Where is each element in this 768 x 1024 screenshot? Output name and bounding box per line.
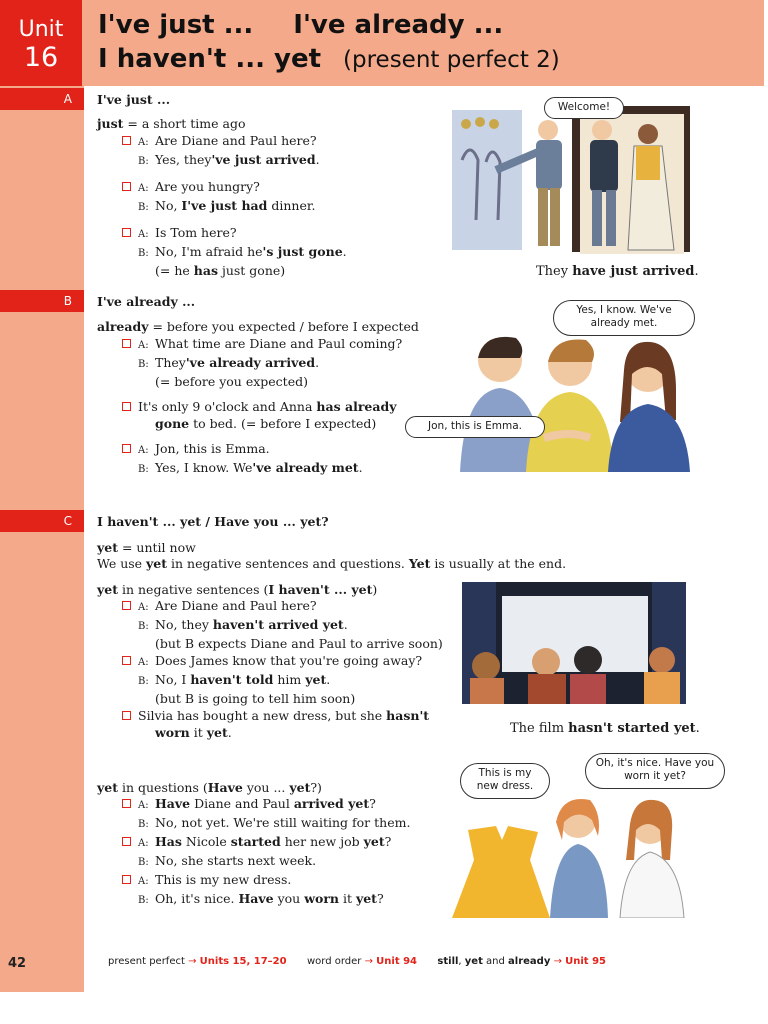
bullet-square-icon: [122, 711, 131, 720]
speaker-label: B:: [138, 819, 149, 830]
text-run: They: [536, 264, 573, 279]
example-line: [122, 243, 347, 262]
ref-arrow-icon: →: [364, 956, 373, 967]
text-run: it: [339, 891, 356, 906]
text-run: yet: [305, 672, 327, 687]
text-run: ?): [310, 780, 322, 795]
section-b-heading: I've already ...: [97, 294, 196, 309]
title-ive-already: I've already ...: [293, 10, 504, 40]
text-run: ?: [376, 891, 384, 906]
text-run: They: [155, 355, 186, 370]
text-run: No, they: [155, 617, 213, 632]
section-b-definition: [97, 318, 419, 335]
text-run: .: [358, 460, 363, 475]
section-c-definition: [97, 539, 196, 556]
text-run: dinner.: [267, 198, 316, 213]
speaker-label: A:: [138, 602, 149, 613]
text-run: yet: [97, 780, 118, 795]
bullet-square-icon: [122, 182, 131, 191]
ref-link-unit-95[interactable]: Unit 95: [565, 956, 606, 967]
example-line: [122, 440, 402, 459]
example-line: [122, 216, 347, 224]
text-run: (= he: [155, 263, 194, 278]
text-run: hasn't started yet: [568, 721, 696, 736]
text-run: in negative sentences (: [118, 582, 269, 597]
bullet-square-icon: [122, 875, 131, 884]
example-line: [122, 795, 410, 814]
text-run: Nicole: [181, 834, 231, 849]
text-run: yet: [206, 725, 228, 740]
text-run: (= before you expected): [155, 374, 308, 389]
unit-label: Unit: [18, 17, 64, 42]
example-line: [122, 635, 443, 652]
cross-references: [108, 956, 606, 967]
text-run: .: [694, 264, 699, 279]
section-b-examples: [122, 335, 402, 478]
section-a-heading: I've just ...: [97, 92, 171, 107]
ref-yet: yet: [464, 956, 483, 967]
text-run: worn: [304, 891, 339, 906]
text-run: Diane and Paul: [190, 796, 294, 811]
example-line: [122, 415, 402, 432]
text-run: 've just arrived: [211, 152, 316, 167]
ref-arrow-icon: →: [553, 956, 562, 967]
text-run: No, not yet. We're still waiting for them.: [155, 815, 411, 830]
example-line: [122, 616, 443, 635]
speaker-label: A:: [138, 445, 149, 456]
text-run: yet: [289, 780, 311, 795]
text-run: just gone): [217, 263, 286, 278]
example-line: [122, 459, 402, 478]
text-run: Have: [155, 796, 191, 811]
text-run: has: [193, 263, 218, 278]
bullet-square-icon: [122, 444, 131, 453]
text-run: = before you expected / before I expected: [148, 319, 419, 334]
example-line: [122, 890, 410, 909]
text-run: = until now: [118, 540, 196, 555]
text-run: Oh, it's nice.: [155, 891, 239, 906]
example-line: [122, 690, 443, 707]
section-tag-a: A: [0, 88, 84, 110]
cinema-illustration: [462, 582, 686, 704]
section-a-examples: [122, 132, 347, 279]
text-run: Silvia has bought a new dress, but she: [138, 708, 387, 723]
speaker-label: A:: [138, 838, 149, 849]
example-line: [122, 390, 402, 398]
section-c-heading: I haven't ... yet / Have you ... yet?: [97, 514, 329, 529]
text-run: No, she starts next week.: [155, 853, 317, 868]
example-line: [122, 652, 443, 671]
ref-word-order: word order: [306, 956, 362, 967]
text-run: What time are Diane and Paul coming?: [155, 336, 403, 351]
text-run: .: [315, 152, 320, 167]
example-line: [122, 178, 347, 197]
text-run: 've already arrived: [185, 355, 316, 370]
page-title-line-2: [98, 44, 560, 75]
text-run: yet: [146, 556, 168, 571]
text-run: yet: [355, 891, 377, 906]
text-run: (but B is going to tell him soon): [155, 691, 356, 706]
bullet-square-icon: [122, 799, 131, 808]
speaker-label: B:: [138, 248, 149, 259]
example-line: [122, 224, 347, 243]
caption-they-have-just-arrived: [536, 264, 699, 279]
speaker-label: B:: [138, 621, 149, 632]
text-run: to bed. (= before I expected): [189, 416, 377, 431]
example-line: [122, 671, 443, 690]
text-run: gone: [155, 416, 190, 431]
text-run: Is Tom here?: [155, 225, 237, 240]
example-line: [122, 398, 402, 415]
text-run: you ...: [242, 780, 290, 795]
text-run: ?: [369, 796, 376, 811]
text-run: .: [326, 672, 331, 687]
new-dress-illustration: [438, 790, 706, 918]
text-run: has already: [316, 399, 397, 414]
text-run: arrived yet: [293, 796, 370, 811]
page-number: 42: [8, 956, 27, 971]
text-run: .: [227, 725, 232, 740]
text-run: her new job: [280, 834, 364, 849]
section-c-negative-examples: [122, 597, 443, 741]
section-c-negative-heading: [97, 581, 377, 598]
unit-badge: [0, 0, 82, 86]
text-run: The film: [510, 721, 569, 736]
title-havent-yet: I haven't ... yet: [98, 44, 322, 74]
already-met-illustration: [440, 330, 696, 472]
text-run: Does James know that you're going away?: [155, 653, 423, 668]
text-run: Jon, this is Emma.: [155, 441, 270, 456]
text-run: No, I: [155, 672, 191, 687]
text-run: Are you hungry?: [155, 179, 260, 194]
caption-film-hasnt-started-yet: [510, 721, 700, 736]
text-run: already: [97, 319, 149, 334]
page-title-line-1: [98, 10, 503, 40]
section-a-definition: [97, 115, 245, 132]
text-run: you: [273, 891, 305, 906]
example-line: [122, 833, 410, 852]
side-margin: [0, 86, 84, 992]
text-run: in negative sentences and questions.: [167, 556, 409, 571]
text-run: yet: [363, 834, 385, 849]
ref-already: already: [508, 956, 551, 967]
welcome-scene-illustration: [452, 100, 694, 258]
bullet-square-icon: [122, 601, 131, 610]
illustration-cinema: [462, 582, 686, 704]
example-line: [122, 170, 347, 178]
text-run: Yes, I know. We: [155, 460, 253, 475]
text-run: yet: [97, 582, 118, 597]
bullet-square-icon: [122, 339, 131, 348]
text-run: ?: [384, 834, 392, 849]
example-line: [122, 197, 347, 216]
ref-still: still: [437, 956, 459, 967]
example-line: [122, 354, 402, 373]
bullet-square-icon: [122, 228, 131, 237]
title-subtitle: (present perfect 2): [343, 47, 560, 73]
text-run: 've already met: [252, 460, 359, 475]
ref-comma: ,: [458, 956, 465, 967]
speaker-label: B:: [138, 202, 149, 213]
title-ive-just: I've just ...: [98, 10, 254, 40]
text-run: Have: [207, 780, 243, 795]
example-line: [122, 262, 347, 279]
text-run: Are Diane and Paul here?: [155, 133, 317, 148]
ref-link-units-15-17-20[interactable]: Units 15, 17–20: [199, 956, 287, 967]
text-run: haven't told: [190, 672, 274, 687]
text-run: it: [189, 725, 207, 740]
text-run: Are Diane and Paul here?: [155, 598, 317, 613]
example-line: [122, 707, 443, 724]
bullet-square-icon: [122, 402, 131, 411]
ref-arrow-icon: →: [188, 956, 197, 967]
example-line: [122, 724, 443, 741]
speech-bubble-its-nice: Oh, it's nice. Have you worn it yet?: [585, 753, 725, 789]
illustration-welcome: [452, 100, 694, 258]
text-run: Have: [238, 891, 274, 906]
speaker-label: A:: [138, 876, 149, 887]
text-run: I've just had: [181, 198, 268, 213]
example-line: [122, 871, 410, 890]
text-run: yet: [97, 540, 118, 555]
example-line: [122, 597, 443, 616]
speech-bubble-new-dress: This is my new dress.: [460, 763, 550, 799]
speaker-label: A:: [138, 340, 149, 351]
speaker-label: A:: [138, 183, 149, 194]
speaker-label: B:: [138, 359, 149, 370]
speaker-label: B:: [138, 156, 149, 167]
section-c-question-examples: [122, 795, 410, 909]
example-line: [122, 852, 410, 871]
text-run: is usually at the end.: [430, 556, 567, 571]
section-c-question-heading: [97, 779, 322, 796]
section-tag-c: C: [0, 510, 84, 532]
text-run: worn: [155, 725, 190, 740]
text-run: .: [695, 721, 700, 736]
text-run: in questions (: [118, 780, 208, 795]
text-run: have just arrived: [572, 264, 695, 279]
illustration-new-dress: [438, 790, 706, 918]
ref-present-perfect: present perfect: [108, 956, 185, 967]
bullet-square-icon: [122, 136, 131, 145]
unit-number: 16: [23, 42, 59, 73]
speaker-label: B:: [138, 676, 149, 687]
speaker-label: A:: [138, 657, 149, 668]
speech-bubble-welcome: Welcome!: [544, 97, 624, 119]
text-run: haven't arrived yet: [212, 617, 344, 632]
example-line: [122, 151, 347, 170]
speech-bubble-already-met: Yes, I know. We've already met.: [553, 300, 695, 336]
example-line: [122, 132, 347, 151]
text-run: him: [273, 672, 306, 687]
text-run: = a short time ago: [123, 116, 246, 131]
speaker-label: B:: [138, 895, 149, 906]
section-tag-b: B: [0, 290, 84, 312]
speaker-label: B:: [138, 857, 149, 868]
text-run: This is my new dress.: [155, 872, 292, 887]
text-run: Yet: [408, 556, 431, 571]
bullet-square-icon: [122, 656, 131, 665]
ref-and: and: [482, 956, 509, 967]
text-run: hasn't: [386, 708, 430, 723]
text-run: just: [97, 116, 124, 131]
speaker-label: A:: [138, 137, 149, 148]
speech-bubble-jon-this-is-emma: Jon, this is Emma.: [405, 416, 545, 438]
text-run: No, I'm afraid he: [155, 244, 263, 259]
section-c-intro: [97, 555, 566, 572]
speaker-label: A:: [138, 800, 149, 811]
example-line: [122, 432, 402, 440]
example-line: [122, 335, 402, 354]
text-run: .: [315, 355, 320, 370]
ref-link-unit-94[interactable]: Unit 94: [376, 956, 418, 967]
bullet-square-icon: [122, 837, 131, 846]
text-run: .: [343, 617, 348, 632]
example-line: [122, 373, 402, 390]
text-run: It's only 9 o'clock and Anna: [138, 399, 317, 414]
text-run: I haven't ... yet: [268, 582, 373, 597]
illustration-already-met: [440, 330, 696, 472]
text-run: Has: [155, 834, 182, 849]
text-run: (but B expects Diane and Paul to arrive soon): [155, 636, 443, 651]
speaker-label: A:: [138, 229, 149, 240]
text-run: started: [230, 834, 281, 849]
speaker-label: B:: [138, 464, 149, 475]
text-run: No,: [155, 198, 182, 213]
text-run: .: [342, 244, 347, 259]
example-line: [122, 814, 410, 833]
text-run: 's just gone: [262, 244, 343, 259]
text-run: We use: [97, 556, 147, 571]
text-run: ): [372, 582, 378, 597]
text-run: Yes, they: [155, 152, 212, 167]
